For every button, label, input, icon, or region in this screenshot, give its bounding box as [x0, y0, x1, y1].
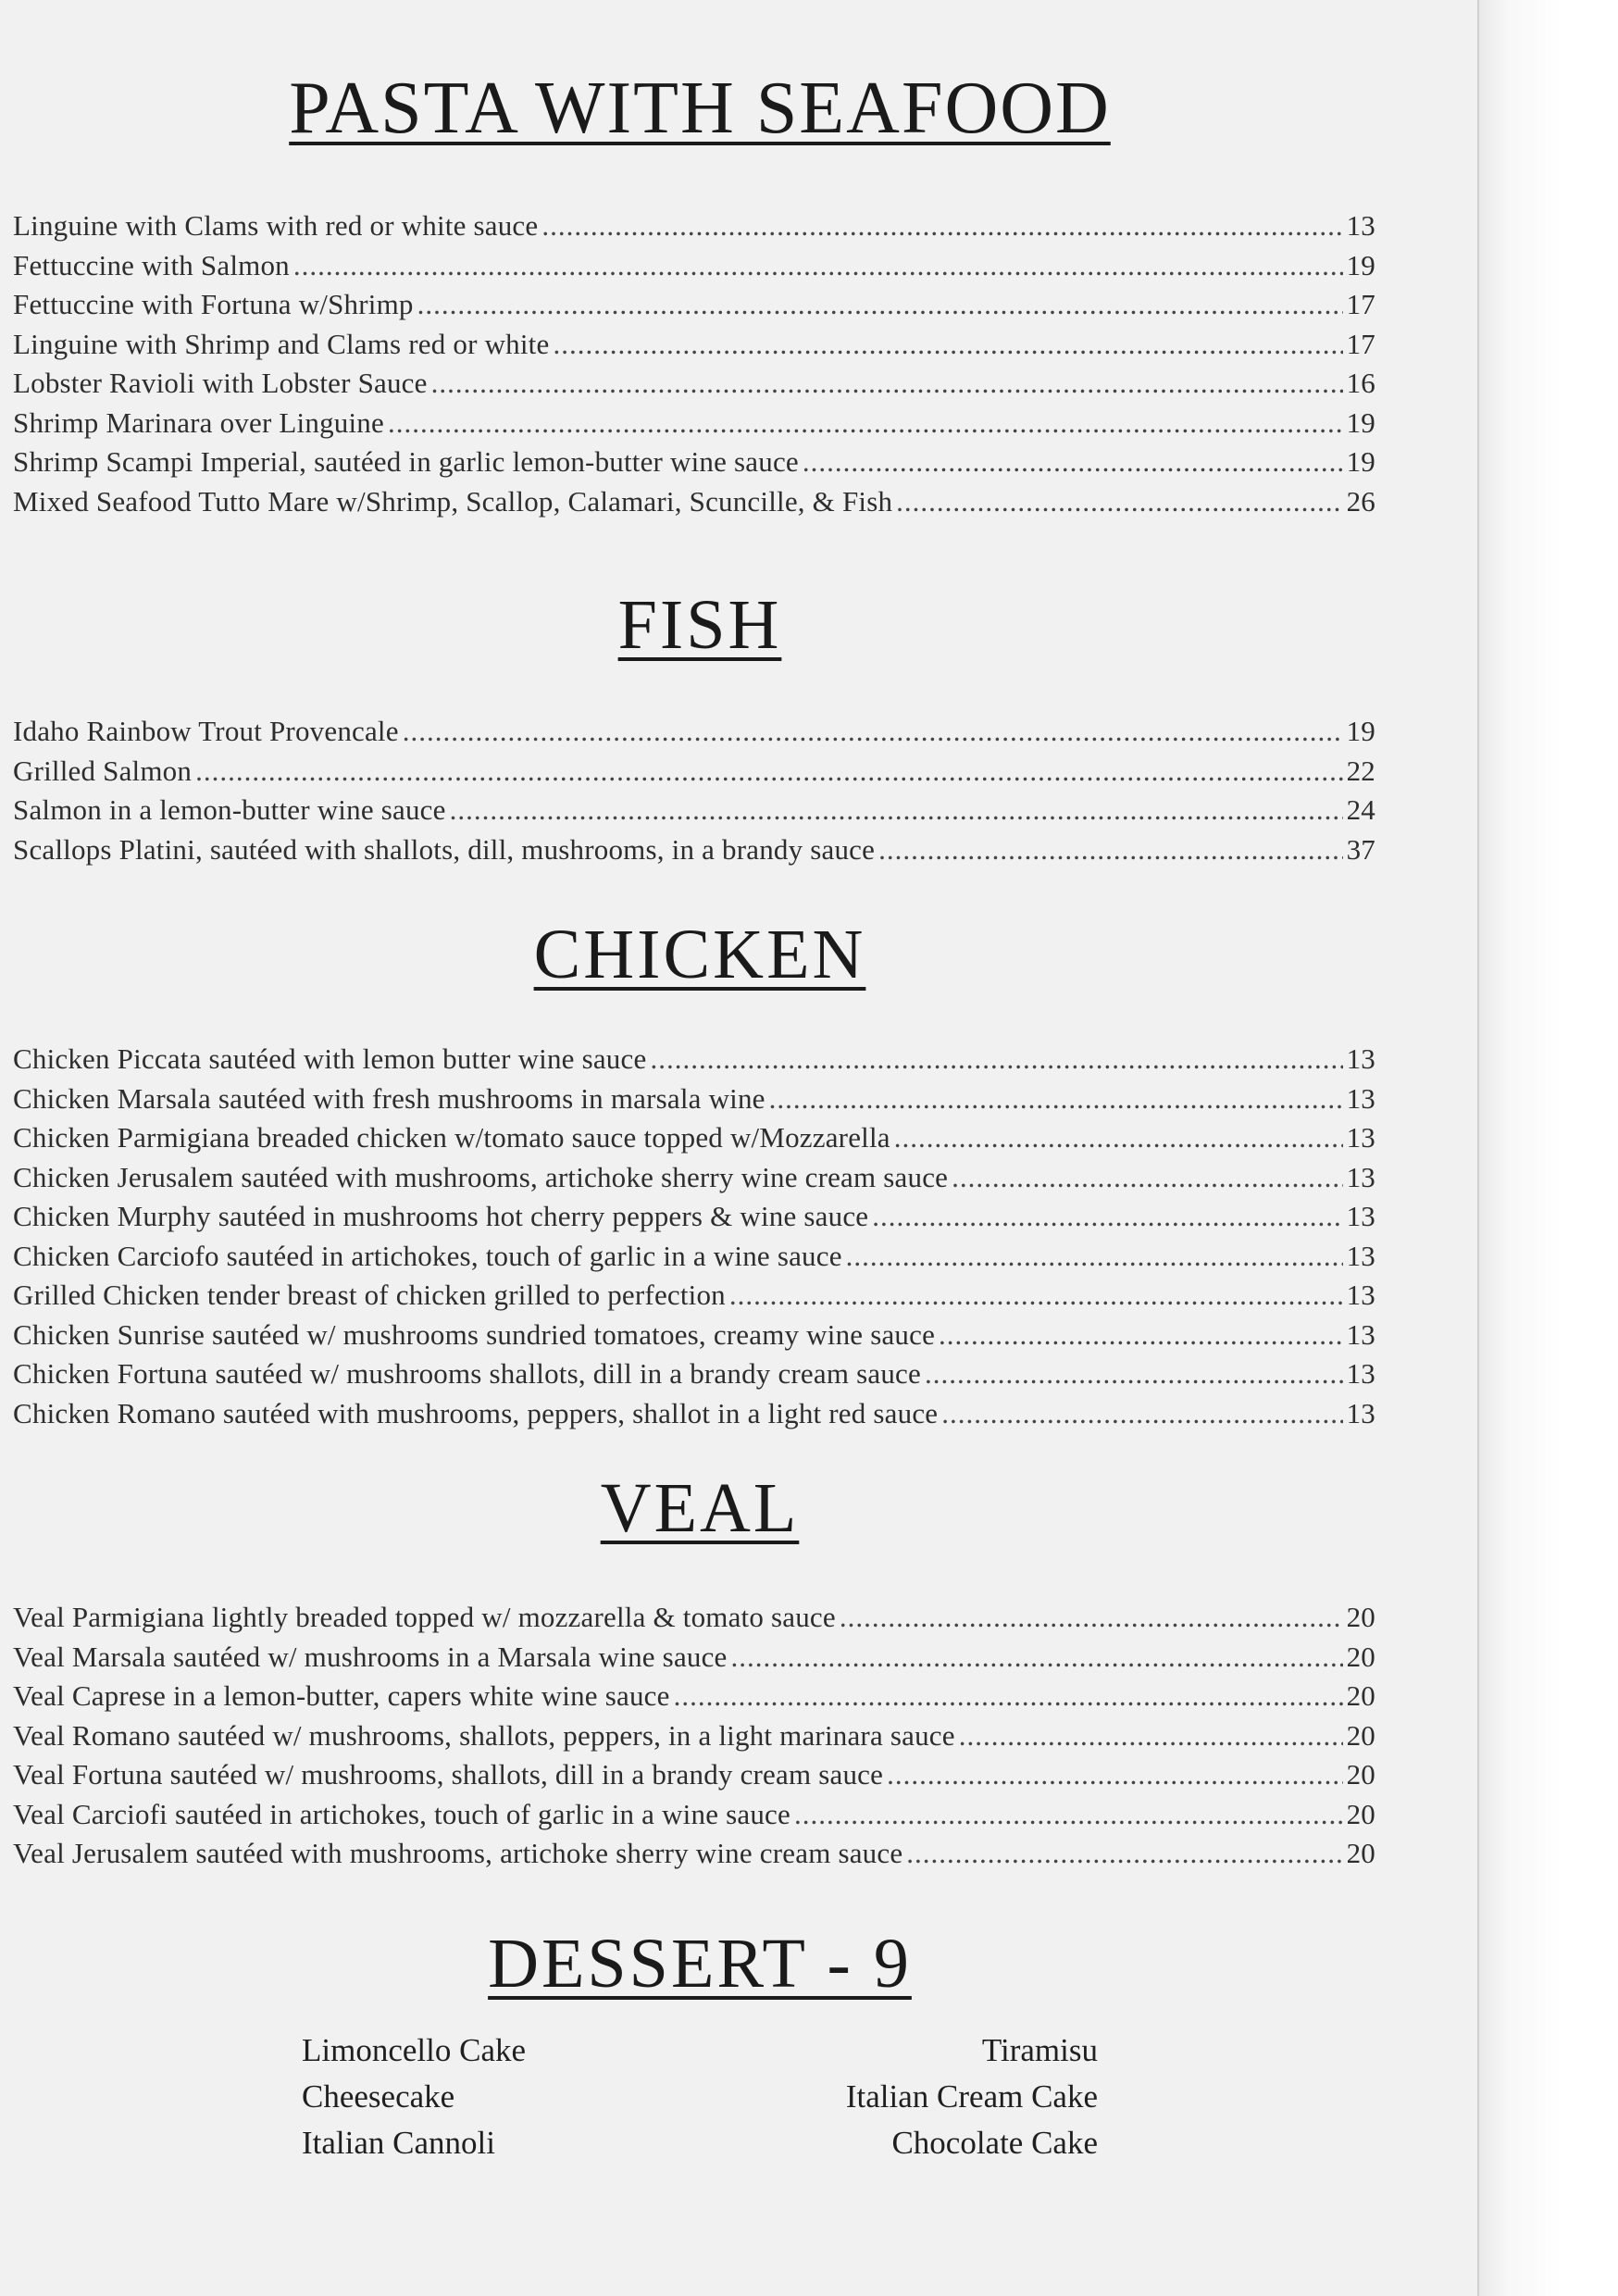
- dot-leader: [650, 1040, 1342, 1079]
- dot-leader: [431, 364, 1343, 403]
- dessert-item: Limoncello Cake: [302, 2032, 527, 2068]
- dot-leader: [878, 830, 1342, 869]
- menu-item: [13, 404, 1375, 443]
- item-name: Chicken Fortuna sautéed w/ mushrooms shallots, dill in a brandy cream sauce: [13, 1357, 921, 1390]
- menu-item: [13, 1354, 1375, 1394]
- item-name: Veal Jerusalem sautéed with mushrooms, artichoke sherry wine cream sauce: [13, 1837, 903, 1869]
- item-price: 13: [1346, 1396, 1375, 1429]
- item-name: Veal Parmigiana lightly breaded topped w/ mozzarella & tomato sauce: [13, 1601, 836, 1633]
- item-price: 13: [1346, 1279, 1375, 1311]
- menu-item: [13, 1598, 1375, 1638]
- dessert-item: Tiramisu: [981, 2032, 1098, 2068]
- item-name: Shrimp Scampi Imperial, sautéed in garlic lemon-butter wine sauce: [13, 445, 799, 478]
- menu-item: [13, 206, 1375, 246]
- menu-item: [13, 325, 1375, 365]
- pasta-section-title: PASTA WITH SEAFOOD: [289, 68, 1111, 149]
- item-name: Salmon in a lemon-butter wine sauce: [13, 793, 446, 826]
- menu-item: [13, 1677, 1375, 1716]
- item-name: Veal Marsala sautéed w/ mushrooms in a Marsala wine sauce: [13, 1640, 728, 1673]
- item-price: 20: [1346, 1679, 1375, 1712]
- menu-item: [13, 1394, 1375, 1434]
- dot-leader: [769, 1079, 1343, 1118]
- menu-item: [13, 830, 1375, 870]
- item-name: Veal Caprese in a lemon-butter, capers white wine sauce: [13, 1679, 670, 1712]
- item-price: 20: [1346, 1640, 1375, 1673]
- dot-leader: [803, 443, 1343, 481]
- item-name: Fettuccine with Salmon: [13, 248, 290, 281]
- menu-item: [13, 1079, 1375, 1119]
- dot-leader: [906, 1834, 1342, 1873]
- item-price: 20: [1346, 1601, 1375, 1633]
- item-name: Chicken Parmigiana breaded chicken w/tomato sauce topped w/Mozzarella: [13, 1121, 890, 1154]
- item-price: 17: [1346, 327, 1375, 360]
- item-price: 13: [1346, 1317, 1375, 1351]
- page-edge: [1477, 0, 1618, 2296]
- item-name: Lobster Ravioli with Lobster Sauce: [13, 367, 428, 399]
- item-price: 13: [1346, 209, 1375, 242]
- item-price: 17: [1346, 288, 1375, 320]
- dot-leader: [417, 285, 1343, 324]
- menu-item: [13, 1316, 1375, 1355]
- item-price: 19: [1346, 406, 1375, 439]
- menu-item: [13, 364, 1375, 404]
- item-name: Chicken Marsala sautéed with fresh mushrooms in marsala wine: [13, 1081, 765, 1115]
- menu-item: [13, 1237, 1375, 1277]
- dessert-item: Cheesecake: [302, 2078, 455, 2115]
- item-price: 19: [1346, 715, 1375, 747]
- item-price: 13: [1346, 1200, 1375, 1232]
- item-name: Shrimp Marinara over Linguine: [13, 406, 384, 439]
- dessert-item: Italian Cream Cake: [845, 2078, 1098, 2115]
- item-price: 13: [1346, 1081, 1375, 1115]
- chicken-menu-list: [13, 1040, 1375, 1433]
- item-price: 16: [1346, 367, 1375, 399]
- item-name: Chicken Piccata sautéed with lemon butter wine sauce: [13, 1042, 647, 1075]
- dot-leader: [952, 1158, 1342, 1197]
- menu-item: [13, 1040, 1375, 1079]
- item-name: Mixed Seafood Tutto Mare w/Shrimp, Scallop, Calamari, Scuncille, & Fish: [13, 484, 893, 518]
- fish-section-title: FISH: [617, 586, 782, 664]
- menu-item: [13, 285, 1375, 325]
- dessert-item: Italian Cannoli: [302, 2125, 495, 2161]
- menu-item: [13, 712, 1375, 752]
- dot-leader: [872, 1197, 1342, 1236]
- dot-leader: [925, 1354, 1343, 1393]
- dessert-section-title: DESSERT - 9: [488, 1925, 912, 2003]
- menu-item: [13, 1118, 1375, 1158]
- dot-leader: [939, 1316, 1343, 1354]
- dessert-column-right: [846, 2028, 1098, 2166]
- item-name: Linguine with Clams with red or white sauce: [13, 209, 539, 242]
- item-name: Veal Carciofi sautéed in artichokes, touch of garlic in a wine sauce: [13, 1797, 790, 1830]
- item-name: Chicken Murphy sautéed in mushrooms hot cherry peppers & wine sauce: [13, 1200, 869, 1232]
- item-price: 13: [1346, 1357, 1375, 1390]
- dot-leader: [840, 1598, 1343, 1637]
- menu-item: [13, 482, 1375, 522]
- dot-leader: [941, 1394, 1342, 1433]
- item-name: Chicken Jerusalem sautéed with mushrooms, artichoke sherry wine cream sauce: [13, 1160, 949, 1193]
- dot-leader: [959, 1716, 1343, 1755]
- dot-leader: [553, 325, 1342, 364]
- veal-menu-list: [13, 1598, 1375, 1874]
- dot-leader: [388, 404, 1343, 443]
- dot-leader: [541, 206, 1342, 245]
- menu-item: [13, 1716, 1375, 1756]
- fish-menu-list: [13, 712, 1375, 869]
- dot-leader: [403, 712, 1343, 751]
- menu-item: [13, 246, 1375, 286]
- menu-item: [13, 791, 1375, 830]
- menu-item: [13, 1795, 1375, 1835]
- menu-item: [13, 1755, 1375, 1795]
- item-price: 13: [1346, 1160, 1375, 1193]
- item-price: 20: [1346, 1718, 1375, 1752]
- chicken-section-title: CHICKEN: [533, 916, 866, 993]
- dot-leader: [293, 246, 1343, 285]
- item-name: Fettuccine with Fortuna w/Shrimp: [13, 288, 414, 320]
- dot-leader: [195, 752, 1343, 791]
- item-name: Chicken Sunrise sautéed w/ mushrooms sundried tomatoes, creamy wine sauce: [13, 1317, 936, 1351]
- menu-item: [13, 752, 1375, 792]
- menu-item: [13, 1158, 1375, 1198]
- pasta-menu-list: [13, 206, 1375, 521]
- item-name: Chicken Carciofo sautéed in artichokes, touch of garlic in a wine sauce: [13, 1239, 842, 1272]
- veal-section-title: VEAL: [600, 1469, 800, 1547]
- item-name: Linguine with Shrimp and Clams red or white: [13, 327, 550, 360]
- item-name: Idaho Rainbow Trout Provencale: [13, 715, 399, 747]
- dessert-column-left: [302, 2028, 526, 2166]
- dessert-item: Chocolate Cake: [891, 2125, 1098, 2161]
- item-price: 22: [1346, 754, 1375, 787]
- menu-item: [13, 443, 1375, 482]
- item-price: 13: [1346, 1121, 1375, 1154]
- item-price: 20: [1346, 1758, 1375, 1791]
- dot-leader: [450, 791, 1343, 830]
- menu-item: [13, 1834, 1375, 1874]
- dot-leader: [896, 482, 1342, 521]
- dot-leader: [887, 1755, 1343, 1794]
- item-price: 13: [1346, 1042, 1375, 1075]
- dot-leader: [729, 1276, 1343, 1315]
- item-price: 20: [1346, 1797, 1375, 1830]
- item-price: 13: [1346, 1239, 1375, 1272]
- item-name: Scallops Platini, sautéed with shallots, dill, mushrooms, in a brandy sauce: [13, 832, 876, 866]
- dot-leader: [674, 1677, 1343, 1716]
- item-name: Veal Fortuna sautéed w/ mushrooms, shallots, dill in a brandy cream sauce: [13, 1758, 884, 1791]
- menu-item: [13, 1197, 1375, 1237]
- item-price: 37: [1346, 832, 1375, 866]
- item-price: 24: [1346, 793, 1375, 826]
- item-name: Grilled Chicken tender breast of chicken grilled to perfection: [13, 1279, 726, 1311]
- menu-item: [13, 1638, 1375, 1678]
- dot-leader: [846, 1237, 1343, 1276]
- dot-leader: [894, 1118, 1343, 1157]
- menu-item: [13, 1276, 1375, 1316]
- item-price: 26: [1346, 484, 1375, 518]
- item-name: Grilled Salmon: [13, 754, 193, 787]
- item-price: 20: [1346, 1837, 1375, 1869]
- item-name: Veal Romano sautéed w/ mushrooms, shallots, peppers, in a light marinara sauce: [13, 1718, 955, 1752]
- item-name: Chicken Romano sautéed with mushrooms, peppers, shallot in a light red sauce: [13, 1396, 939, 1429]
- dessert-list: [302, 2028, 1098, 2166]
- item-price: 19: [1346, 445, 1375, 478]
- item-price: 19: [1346, 248, 1375, 281]
- dot-leader: [731, 1638, 1343, 1677]
- dot-leader: [794, 1795, 1343, 1834]
